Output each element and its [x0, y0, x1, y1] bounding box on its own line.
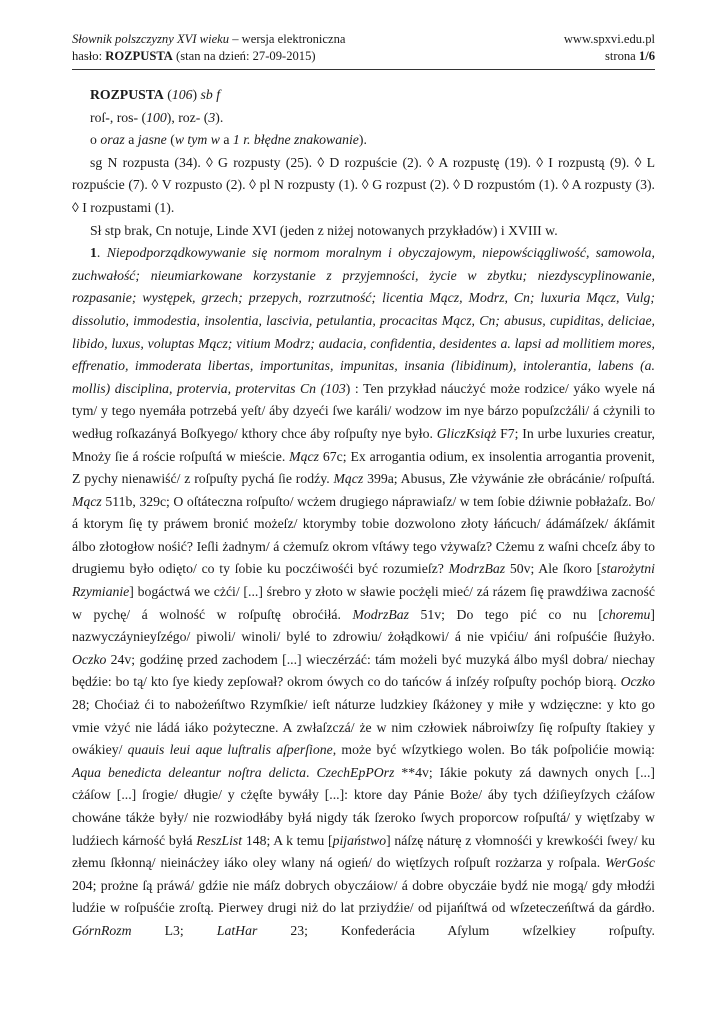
entry-text: F7; In urbe luxuries creatur, Mnoży ſie á rośc﻿ie roſpuſtá w mieśc﻿ie.	[72, 425, 655, 464]
sense-definition: Niepodporządkowywanie się normom moralnym i obyczajowym, niepowściągliwość, samowola, zuchwałość; nieumiarkowane korzystanie z przyjemności, życie w zbytku; niezdyscyplinowanie, rozpasanie; występek, grzech; przepych, rozrzutność; licentia Mącz, Modrz, Cn; luxuria Mącz, Vulg; dissolutio, immodestia, insolentia, lascivia, petulantia, procacitas Mącz, Cn; abusus, cupiditas, deliciae, libido, luxus, voluptas Mącz; vitium Modrz; audacia, confidentia, desidentes a. lapsi ad mollitiem mores, effrenatio, immoderata libertas, importunitas, impunitas, insania (libidinum), intolerantia, labens (a. mollis) disciplina, protervia, protervitas Cn (	[72, 245, 655, 396]
header-divider	[72, 69, 655, 70]
gloss: choremu	[602, 606, 651, 622]
entry-text: 148; A k temu [	[242, 832, 333, 848]
entry-text: –	[229, 32, 242, 46]
sense-number: 1	[90, 245, 97, 261]
entry-text: oraz	[100, 132, 125, 148]
entry-text: 3	[208, 109, 216, 125]
entry-text: 511b, 329c; O oſtáteczna roſpuſto/ wcżem drugiego náprawiaſz/ w tem ſobie dźiwnie pobłażaſz. Bo/ á ktorym ſię ty práwem bronić możeſz/ ktorymby tobie dozwolono złoty łáńcuch/ ádámáſzek/ ákſámit álbo złotogłow nośić? Ieſli żadnym/ á cżemuſz okrom vſtáwy tego vżywaſz? Cżemu z waſni chceſz áby to drugiemu było odięto/ co ty ſobie ku poczćiwośći być rozumieſz?	[72, 493, 655, 577]
entry-text: 204; prożne ſą práwá/ gdźie nie máſz dobrych obyczáiow/ á dobre obyczáie bydź nie mogą/ gdy młodźi ludźie w roſpuśćie zroſtą. Pierwey drugi niż do lat prziydźie/ od pijańſtwá od wſzeteczeńſtwá da gárdło.	[72, 877, 655, 916]
entry-text: Słownik polszczyzny XVI wieku	[72, 32, 230, 46]
entry-text: o	[90, 132, 101, 148]
source-siglum: WerGośc	[605, 855, 655, 871]
entry-text: 23; Konfederácia Aſylum wſzelkiey roſpuſty.	[257, 922, 655, 938]
latin-phrase: quauis leui aque luſtralis aſperſione	[127, 742, 333, 758]
page-header	[72, 31, 655, 65]
inflection-table: sg N rozpusta (34). ◊ G rozpusty (25). ◊ D rozpuście (2). ◊ A rozpustę (19). ◊ I rozpustą (9). ◊ L rozpuście (7). ◊ V rozpusto (2). ◊ pl N rozpusty (1). ◊ G rozpust (2). ◊ D rozpustóm (1). ◊ A rozpusty (3). ◊ I rozpustami (1).	[72, 154, 655, 215]
gloss: pijaństwo	[332, 832, 387, 848]
entry-text: strona	[604, 49, 639, 63]
entry-text: ] bogáctwá we cżći/ [...] śrebro y złoto w sławie pocżęli mieć/ zá rázem ſię prawdźiwa zacność w pychę/ á wolność w roſpuſtę obrоćiłá.	[72, 584, 655, 622]
headword: ROZPUSTA	[90, 87, 164, 102]
entry-text: 100	[146, 109, 167, 125]
source-siglum: LatHar	[216, 922, 258, 938]
entry-text: a	[219, 132, 233, 148]
spelling-variants	[72, 107, 655, 130]
entry-text: L3;	[131, 922, 217, 938]
entry-text: 1/6	[638, 49, 655, 63]
sense-1: 1. Niepodporządkowywanie się normom moralnym i obyczajowym, niepowściągliwość, samowola, zuchwałość; nieumiarkowane korzystanie z przyjemności, życie w zbytku; niezdyscyplinowanie, rozpasanie; występek, grzech; przepych, rozrzutność; licentia Mącz, Modrz, Cn; luxuria Mącz, Vulg; dissolutio, immodestia, insolentia, lascivia, petulantia, procacitas Mącz, Cn; abusus, cupiditas, deliciae, libido, luxus, voluptas Mącz; vitium Modrz; audacia, confidentia, desidentes a. lapsi ad mollitiem mores, effrenatio, immoderata libertas, importunitas, impunitas, insania (libidinum), intolerantia, labens (a. mollis) disciplina, protervia, protervitas Cn (103) : Ten przykład náucżyć może rodzice/ yáko wyele ná tym/ y tego nyemáła potrzebá yeſt/ áby dzyeći ſwe karáli/ wodzow im nye bárzo popuſzcżáli/ á cżynili to według roſkazányá Boſkyego/ kthory chce áby roſpuſty nye było. GliczKsiąż F7; In urbe luxuries creatur, Mnoży ſie á rośc﻿ie roſpuſtá w mieśc﻿ie. Mącz 67c; Ex arrogantia odium, ex insolentia arrogantia provenit, Z pychy nienawiść/ z roſpuſty pychá ſie rodźy. Mącz 399a; Abusus, Złe vżywánie złe obrácánie/ roſpuſtá. Mącz 511b, 329c; O oſtáteczna roſpuſto/ wcżem drugiego náprawiaſz/ w tem ſobie dźiwnie pobłażaſz. Bo/ á ktorym ſię ty práwem bronić możeſz/ ktorymby tobie dozwolono złoty łáńcuch/ ádámáſzek/ ákſámit álbo złotogłow nośić? Ieſli żadnym/ á cżemuſz okrom vſtáwy tego vżywaſz? Cżemu z waſni chceſz áby to drugiemu było odięto/ co ty ſobie ku poczćiwośći być rozumieſz? ModrzBaz 50v; Ale ſkoro [starożytni Rzymianie] bogáctwá we cżći/ [...] śrebro y złoto w sławie pocżęli mieć/ zá rázem ſię prawdźiwa zacność w pychę/ á wolność w roſpuſtę obrоćiłá. ModrzBaz 51v; Do tego pić co nu [choremu] nazwyczáynieyſzégo/ piwoli/ winoli/ bylé to zdrowiu/ żołądkowi/ á nie vpićiu/ áni roſpuśćie ſłużyło. Oczko 24v; godźinę przed zachodem [...] wieczérzáć: tám możeli być muzyká álbo myśl dobra/ niechay będźie: bo tą/ kto ſye kiedy zepſował? okrom ówych co do tańców á inſzéy roſpuſty pochóp biorą. Oczko 28; Choćiaż ći to nabożeńſtwo Rzymſkie/ ieſt náturze ludzkiey ſkáżoney y miłe y wdzięczne: y kto go vmie vżyć nie ládá iáko pożyteczne. A zwłaſzczá/ że w nim człowiek nábroiwſzy ſię roſpuſty ſtakiey y owákiey/ quauis leui aque luſtralis aſperſione, może być wſzytkiego wolen. Bo ták poſpolićie mowią: Aqua benedicta deleantur noſtra delicta. CzechEpPOrz **4v; Iákie pokuty zá dawnych onych [...] cżáſow [...] ſrogie/ długie/ y cżęſte bywáły [...]: ktore day Pánie Boże/ áby tych dźiſieyſzych cżáſow chowáne tákże były/ nie rozwiodłáby byłá nigdy ták ſzeroko ſwych proporcow roſpuſtá/ y więtſzaby w ludźiech kárność byłá ReszList 148; A k temu [pijaństwo] náſzę náturę z vłomnośći y krewkośći ſwey/ ku złemu ſkłonną/ nieinácżey iáko oley wlany ná ogień/ do więtſzych roſpuſt rozżarza y roſpala. WerGośc 204; prożne ſą práwá/ gdźie nie máſz dobrych obyczáiow/ á dobre obyczáie bydź nie mogą/ gdy młodźi ludźie w roſpuśćie zroſtą. Pierwey drugi niż do lat prziydźie/ od pijańſtwá od wſzeteczeńſtwá da gárdło. GórnRozm L3; LatHar 23; Konfederácia Aſylum wſzelkiey roſpuſty.	[72, 245, 656, 938]
entry-content	[72, 84, 655, 943]
source-siglum: GliczKsiąż	[436, 425, 497, 441]
entry-text: ).	[358, 132, 367, 148]
entry-text: ), roz- (	[166, 109, 209, 125]
entry-text: , może być wſzytkiego wolen. Bo ták poſpolićie mowią:	[332, 742, 655, 758]
source-siglum: Oczko	[620, 674, 655, 690]
quote-text: Ten przykład náucżyć może rodzice/ yáko wyele ná tym/ y tego nyemáła potrzebá yeſt/ áby dzyeći ſwe karáli/ wodzow im nye bárzo popuſzcżáli/ á cżynili to według roſkazányá Boſkyego/ kthory chce áby roſpuſty nye było.	[72, 380, 655, 441]
entry-text: (stan na dzień: 27-09-2015)	[172, 49, 316, 63]
entry-text: ROZPUSTA	[105, 49, 173, 63]
part-of-speech: sb f	[200, 87, 221, 102]
entry-text: 24v; godźinę przed zachodem [...] wieczérzáć: tám możeli być muzyká álbo myśl dobra/ niechay będźie: bo tą/ kto ſye kiedy zepſował? okrom ówych co do tańców á inſzéy roſpuſty pochóp biorą.	[72, 651, 655, 690]
entry-headword-line: ROZPUSTA (106) sb f	[90, 87, 221, 102]
entry-text: (	[166, 132, 175, 148]
header-row-2	[72, 48, 655, 65]
entry-text: 103	[325, 380, 346, 396]
source-siglum: Mącz	[289, 448, 319, 464]
entry-text: ] náſzę náturę z vłomnośći y krewkośći ſwey/ ku złemu ſkłonną/ nieinácżey iáko oley wlany ná ogień/ do więtſzych roſpuſt rozżarza y roſpala.	[72, 832, 656, 871]
source-siglum: Mącz	[333, 471, 364, 487]
entry-text: 399a; Abusus, Złe vżywánie złe obrácánie/ roſpuſtá.	[363, 471, 655, 487]
header-row-1	[72, 31, 655, 48]
entry-text: **4v; Iákie pokuty zá dawnych onych [...] cżáſow [...] ſrogie/ długie/ y cżęſte bywáły [...]: ktore day Pánie Boże/ áby tych dźiſieyſzych cżáſow chowáne tákże były/ nie rozwiodłáby byłá nigdy ták ſzeroko ſwych proporcow roſpuſtá/ y więtſzaby w ludźiech kárność byłá	[72, 764, 656, 848]
entry-text: ] nazwyczáynieyſzégo/ piwoli/ winoli/ bylé to zdrowiu/ żołądkowi/ á nie vpićiu/ áni roſpuśćie ſłużyło.	[72, 606, 655, 645]
entry-text: 1 r. błędne znakowanie	[232, 132, 359, 148]
entry-text: roſ-, ros- (	[90, 109, 147, 125]
entry-text: 50v; Ale ſkoro [	[505, 561, 602, 577]
entry-status	[72, 48, 316, 65]
entry-text: jasne	[137, 132, 167, 148]
site-url[interactable]: www.spxvi.edu.pl	[563, 32, 655, 46]
page-indicator	[605, 48, 655, 65]
source-siglum: ReszList	[196, 832, 243, 848]
vowel-note	[72, 129, 655, 152]
latin-phrase: Aqua benedicta deleantur noſtra delicta	[72, 764, 307, 780]
headword-count: 106	[171, 87, 193, 102]
entry-text: hasło:	[72, 49, 106, 63]
entry-text: wersja elektroniczna	[241, 32, 346, 46]
entry-text: .	[306, 764, 317, 780]
source-siglum: Mącz	[72, 493, 102, 509]
source-siglum: Oczko	[72, 651, 107, 667]
entry-text: w tym w	[174, 132, 220, 148]
source-siglum: ModrzBaz	[352, 606, 409, 622]
dictionary-title	[72, 31, 345, 48]
entry-text: 67c; Ex arrogantia odium, ex insolentia arrogantia provenit, Z pychy nienawiść/ z roſpuſty pychá ſie rodźy.	[72, 448, 655, 487]
entry-text: ) :	[345, 380, 364, 396]
source-siglum: CzechEpPOrz	[316, 764, 395, 780]
gloss: starożytni Rzymianie	[72, 561, 655, 600]
entry-text: a	[124, 132, 138, 148]
entry-text: ).	[215, 109, 224, 125]
entry-text: 28; Choćiaż ći to nabożeńſtwo Rzymſkie/ ieſt náturze ludzkiey ſkáżoney y miłe y wdzięczne: y kto go vmie vżyć nie ládá iáko pożyteczne. A zwłaſzczá/ że w nim człowiek nábroiwſzy ſię roſpuſty ſtakiey y owákiey/	[72, 697, 655, 758]
source-siglum: GórnRozm	[72, 922, 132, 938]
sources-note: Sł stp brak, Cn notuje, Linde XVI (jeden z niżej notowanych przykładów) i XVIII w.	[90, 222, 558, 238]
source-siglum: ModrzBaz	[448, 561, 506, 577]
entry-text: 51v; Do tego pić co nu [	[409, 606, 603, 622]
